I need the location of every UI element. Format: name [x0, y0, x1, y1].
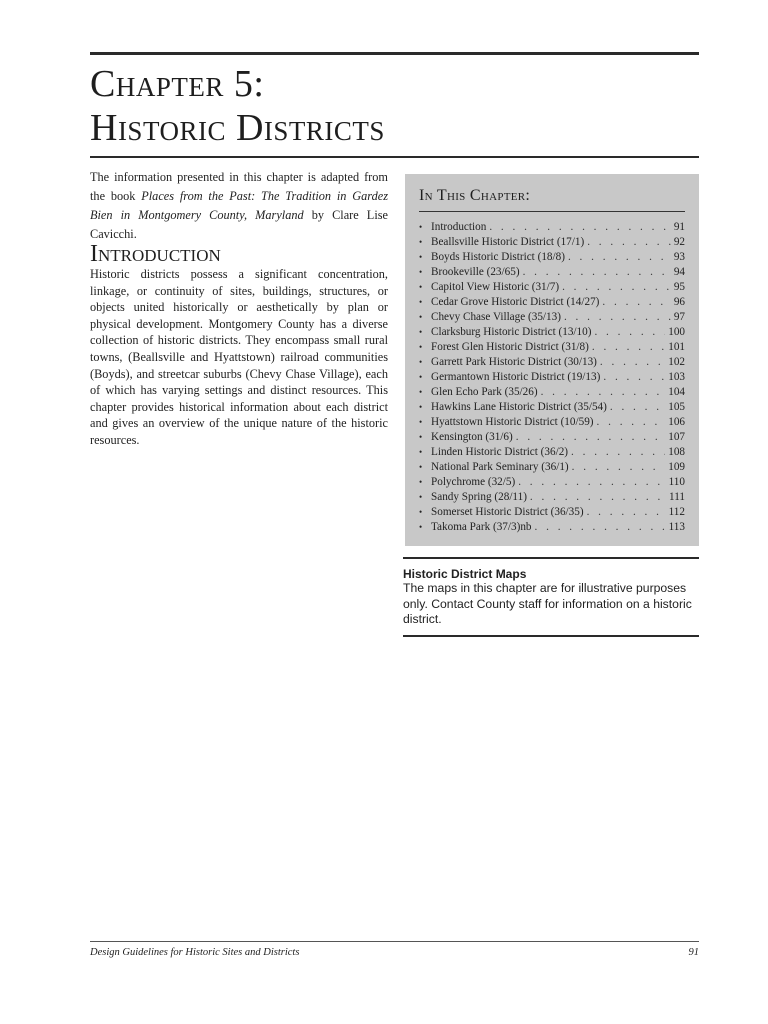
toc-item — [419, 460, 685, 475]
toc-item-page: 107 — [668, 431, 685, 443]
bullet-icon: • — [419, 357, 423, 367]
toc-item-label: Garrett Park Historic District (30/13) — [431, 356, 597, 368]
bullet-icon: • — [419, 327, 423, 337]
introduction-heading: Introduction — [90, 241, 221, 267]
toc-item-label: Sandy Spring (28/11) — [431, 491, 527, 503]
title-rule — [90, 156, 699, 158]
dot-leader — [535, 520, 666, 535]
toc-item-page: 95 — [673, 281, 685, 293]
toc-item-page: 112 — [668, 506, 685, 518]
dot-leader — [602, 295, 670, 310]
dot-leader — [587, 235, 671, 250]
toc-item-label: Germantown Historic District (19/13) — [431, 371, 601, 383]
dot-leader — [594, 325, 665, 340]
bullet-icon: • — [419, 387, 423, 397]
toc-item-page: 109 — [668, 461, 685, 473]
bullet-icon: • — [419, 447, 423, 457]
bullet-icon: • — [419, 507, 423, 517]
toc-item — [419, 235, 685, 250]
toc-item-label: Somerset Historic District (36/35) — [431, 506, 584, 518]
bullet-icon: • — [419, 312, 423, 322]
toc-item-page: 91 — [673, 221, 685, 233]
dot-leader — [564, 310, 671, 325]
toc-item — [419, 400, 685, 415]
toc-rule — [419, 211, 685, 212]
source-note-author: by Clare Lise Cavicchi. — [90, 208, 388, 241]
toc-item-page: 97 — [673, 311, 685, 323]
toc-item — [419, 295, 685, 310]
toc-item-page: 96 — [673, 296, 685, 308]
toc-item-page: 92 — [673, 236, 685, 248]
toc-item-label: National Park Seminary (36/1) — [431, 461, 569, 473]
bullet-icon: • — [419, 267, 423, 277]
dot-leader — [489, 220, 671, 235]
toc-item — [419, 280, 685, 295]
toc-item-page: 113 — [668, 521, 685, 533]
bullet-icon: • — [419, 477, 423, 487]
dot-leader — [530, 490, 666, 505]
bullet-icon: • — [419, 282, 423, 292]
toc-item-page: 93 — [673, 251, 685, 263]
toc-item-page: 105 — [668, 401, 685, 413]
bullet-icon: • — [419, 252, 423, 262]
toc-heading: In This Chapter: — [419, 187, 531, 204]
dot-leader — [587, 505, 666, 520]
dot-leader — [597, 415, 666, 430]
toc-item-label: Polychrome (32/5) — [431, 476, 516, 488]
maps-note-bottom-rule — [403, 635, 699, 637]
toc-item-page: 104 — [668, 386, 685, 398]
toc-item-label: Introduction — [431, 221, 487, 233]
toc-item-page: 94 — [673, 266, 685, 278]
toc-item-label: Cedar Grove Historic District (14/27) — [431, 296, 600, 308]
toc-item-page: 106 — [668, 416, 685, 428]
toc-item-label: Clarksburg Historic District (13/10) — [431, 326, 592, 338]
toc-list — [419, 220, 685, 535]
toc-item-label: Brookeville (23/65) — [431, 266, 520, 278]
toc-item — [419, 340, 685, 355]
dot-leader — [572, 460, 666, 475]
bullet-icon: • — [419, 237, 423, 247]
maps-note-top-rule — [403, 557, 699, 559]
toc-item-page: 102 — [668, 356, 685, 368]
toc-item-label: Beallsville Historic District (17/1) — [431, 236, 585, 248]
chapter-name: Historic Districts — [90, 107, 385, 149]
footer-rule — [90, 941, 699, 942]
book-title: Places from the Past: The Tradition in Gardez Bien in Montgomery County, Maryland — [90, 189, 389, 222]
footer-publication-title: Design Guidelines for Historic Sites and Districts — [90, 947, 300, 958]
top-rule — [90, 52, 699, 55]
toc-item-label: Chevy Chase Village (35/13) — [431, 311, 561, 323]
toc-item-label: Takoma Park (37/3)nb — [431, 521, 532, 533]
toc-item-label: Glen Echo Park (35/26) — [431, 386, 538, 398]
toc-item — [419, 250, 685, 265]
toc-item — [419, 385, 685, 400]
toc-item-page: 101 — [668, 341, 685, 353]
dot-leader — [523, 265, 671, 280]
dot-leader — [562, 280, 671, 295]
toc-item-page: 110 — [668, 476, 685, 488]
footer-page-number: 91 — [688, 947, 699, 958]
bullet-icon: • — [419, 522, 423, 532]
dot-leader — [568, 250, 671, 265]
toc-item-label: Capitol View Historic (31/7) — [431, 281, 560, 293]
toc-item — [419, 475, 685, 490]
dot-leader — [592, 340, 665, 355]
in-this-chapter-box — [405, 174, 699, 546]
dot-leader — [541, 385, 666, 400]
toc-item-label: Boyds Historic District (18/8) — [431, 251, 565, 263]
toc-item-label: Linden Historic District (36/2) — [431, 446, 569, 458]
source-note-lead: The information presented in this chapter is adapted from the book — [90, 170, 388, 203]
bullet-icon: • — [419, 462, 423, 472]
toc-item — [419, 265, 685, 280]
toc-item — [419, 415, 685, 430]
bullet-icon: • — [419, 372, 423, 382]
dot-leader — [600, 355, 665, 370]
source-note — [90, 168, 388, 244]
dot-leader — [603, 370, 665, 385]
toc-item-label: Forest Glen Historic District (31/8) — [431, 341, 589, 353]
toc-item — [419, 505, 685, 520]
toc-item-page: 108 — [668, 446, 685, 458]
toc-item-label: Hawkins Lane Historic District (35/54) — [431, 401, 607, 413]
bullet-icon: • — [419, 222, 423, 232]
dot-leader — [516, 430, 665, 445]
dot-leader — [610, 400, 665, 415]
bullet-icon: • — [419, 432, 423, 442]
toc-item-page: 100 — [668, 326, 685, 338]
toc-item-label: Hyattstown Historic District (10/59) — [431, 416, 594, 428]
toc-item — [419, 430, 685, 445]
maps-note-title: Historic District Maps — [403, 567, 527, 581]
bullet-icon: • — [419, 402, 423, 412]
maps-note-text: The maps in this chapter are for illustrative purposes only. Contact County staff for information on a historic district. — [403, 581, 692, 626]
toc-item-label: Kensington (31/6) — [431, 431, 513, 443]
chapter-number: Chapter 5: — [90, 63, 265, 105]
toc-item-page: 103 — [668, 371, 685, 383]
toc-item — [419, 355, 685, 370]
toc-item — [419, 310, 685, 325]
dot-leader — [518, 475, 665, 490]
toc-item — [419, 220, 685, 235]
toc-item — [419, 520, 685, 535]
bullet-icon: • — [419, 297, 423, 307]
toc-item — [419, 325, 685, 340]
toc-item — [419, 490, 685, 505]
introduction-body: Historic districts possess a significant concentration, linkage, or continuity of sites, buildings, structures, or objects united historically or aesthetically by plan or physical development. Montgomery County has a diverse collection of historic districts. They encompass small rural towns, (Beallsville and Hyattstown) railroad communities (Boyds), and streetcar suburbs (Chevy Chase Village), each of which has varying settings and distinct resources. This chapter provides historical information about each district and gives an overview of the unique nature of the historic resources. — [90, 267, 388, 447]
chapter-title — [90, 62, 699, 150]
toc-item-page: 111 — [669, 491, 685, 503]
dot-leader — [571, 445, 665, 460]
toc-item — [419, 370, 685, 385]
bullet-icon: • — [419, 342, 423, 352]
toc-item — [419, 445, 685, 460]
bullet-icon: • — [419, 492, 423, 502]
bullet-icon: • — [419, 417, 423, 427]
